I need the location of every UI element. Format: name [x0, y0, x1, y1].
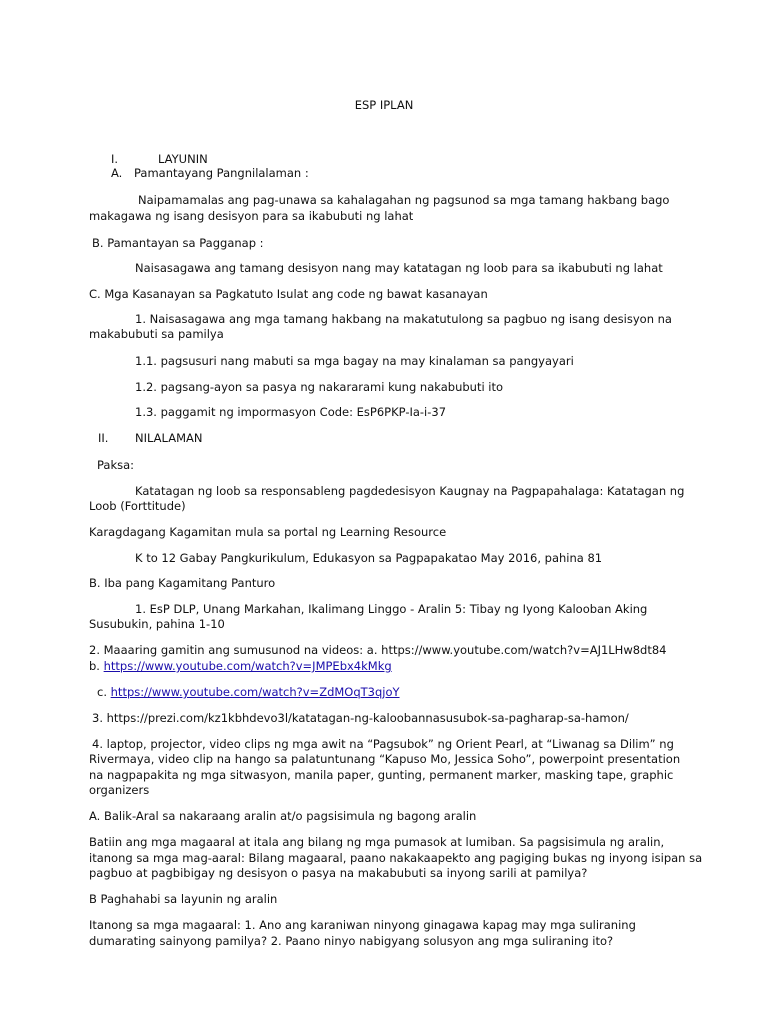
kagamitan-heading: Karagdagang Kagamitan mula sa portal ng Learning Resource	[89, 525, 447, 539]
iba-pang-item4-line2: Rivermaya, video clip na hango sa palatuntunang “Kapuso Mo, Jessica Soho”, powerpoint presentation	[89, 752, 681, 766]
part-b-text: Naisasagawa ang tamang desisyon nang may katatagan ng loob para sa ikabubuti ng lahat	[135, 261, 663, 275]
part-a-text-line2: makagawa ng isang desisyon para sa ikabubuti ng lahat	[89, 209, 414, 223]
paksa-text-line2: Loob (Forttitude)	[89, 499, 186, 513]
part-c-sub2: 1.2. pagsang-ayon sa pasya ng nakararami kung nakabubuti ito	[135, 380, 504, 394]
part-c-item1-line2: makabubuti sa pamilya	[89, 327, 224, 341]
part-a-text-line1: Naipamamalas ang pag-unawa sa kahalagahan ng pagsunod sa mga tamang hakbang bago	[138, 193, 670, 207]
paghahabi-line2: dumarating sainyong pamilya? 2. Paano ninyo nabigyang solusyon ang mga suliraning ito?	[89, 934, 614, 948]
part-c-sub1: 1.1. pagsusuri nang mabuti sa mga bagay na may kinalaman sa pangyayari	[135, 354, 574, 368]
balik-aral-line2: itanong sa mga mag-aaral: Bilang magaaral, paano nakakaapekto ang pagiging bukas ng inyong isipan sa	[89, 851, 703, 865]
youtube-link-b[interactable]: https://www.youtube.com/watch?v=JMPEbx4kMkg	[103, 659, 392, 673]
document-title: ESP IPLAN	[354, 98, 414, 112]
paghahabi-line1: Itanong sa mga magaaral: 1. Ano ang karaniwan ninyong ginagawa kapag may mga suliraning	[89, 918, 636, 932]
section-2-heading: NILALAMAN	[135, 431, 203, 445]
iba-pang-item3: 3. https://prezi.com/kz1kbhdevo3l/katatagan-ng-kaloobannasusubok-sa-pagharap-sa-hamon/	[92, 711, 629, 725]
iba-pang-item4-line4: organizers	[89, 783, 150, 797]
iba-pang-item4-line1: 4. laptop, projector, video clips ng mga awit na “Pagsubok” ng Orient Pearl, at “Liwanag sa Dilim” ng	[92, 737, 674, 751]
iba-pang-item2-b	[89, 659, 392, 673]
paksa-text-line1: Katatagan ng loob sa responsableng pagdedesisyon Kaugnay na Pagpapahalaga: Katatagan ng	[135, 484, 685, 498]
paghahabi-heading: B Paghahabi sa layunin ng aralin	[89, 892, 278, 906]
item2-c-prefix: c.	[97, 685, 111, 699]
part-c-item1-line1: 1. Naisasagawa ang mga tamang hakbang na makatutulong sa pagbuo ng isang desisyon na	[135, 312, 672, 326]
paksa-label: Paksa:	[97, 458, 135, 472]
part-b-heading: B. Pamantayan sa Pagganap :	[92, 236, 264, 250]
iba-pang-item2-c	[97, 685, 400, 699]
kagamitan-text: K to 12 Gabay Pangkurikulum, Edukasyon sa Pagpapakatao May 2016, pahina 81	[135, 551, 603, 565]
iba-pang-item1-line1: 1. EsP DLP, Unang Markahan, Ikalimang Linggo - Aralin 5: Tibay ng Iyong Kalooban Aking	[135, 602, 648, 616]
section-1-number: I.	[111, 152, 119, 166]
balik-aral-line1: Batiin ang mga magaaral at itala ang bilang ng mga pumasok at lumiban. Sa pagsisimula ng aralin,	[89, 835, 665, 849]
iba-pang-item4-line3: na nagpapakita ng mga sitwasyon, manila paper, gunting, permanent marker, masking tape, graphic	[89, 768, 674, 782]
iba-pang-item1-line2: Susubukin, pahina 1-10	[89, 617, 225, 631]
youtube-link-c[interactable]: https://www.youtube.com/watch?v=ZdMOqT3qjoY	[110, 685, 400, 699]
iba-pang-heading: B. Iba pang Kagamitang Panturo	[89, 576, 276, 590]
iba-pang-item2-line1: 2. Maaaring gamitin ang sumusunod na videos: a. https://www.youtube.com/watch?v=AJ1LHw8dt84	[89, 643, 667, 657]
section-1-heading: LAYUNIN	[158, 152, 208, 166]
balik-aral-line3: pagbuo at pagbibigay ng desisyon o pasya na makabubuti sa inyong sarili at pamilya?	[89, 866, 588, 880]
part-a-heading: Pamantayang Pangnilalaman :	[134, 166, 309, 180]
part-a-label: A.	[111, 166, 123, 180]
item2-b-prefix: b.	[89, 659, 104, 673]
balik-aral-heading: A. Balik-Aral sa nakaraang aralin at/o pagsisimula ng bagong aralin	[89, 809, 477, 823]
part-c-sub3: 1.3. paggamit ng impormasyon Code: EsP6PKP-Ia-i-37	[135, 405, 447, 419]
section-2-number: II.	[98, 431, 109, 445]
part-c-heading: C. Mga Kasanayan sa Pagkatuto Isulat ang code ng bawat kasanayan	[89, 287, 488, 301]
